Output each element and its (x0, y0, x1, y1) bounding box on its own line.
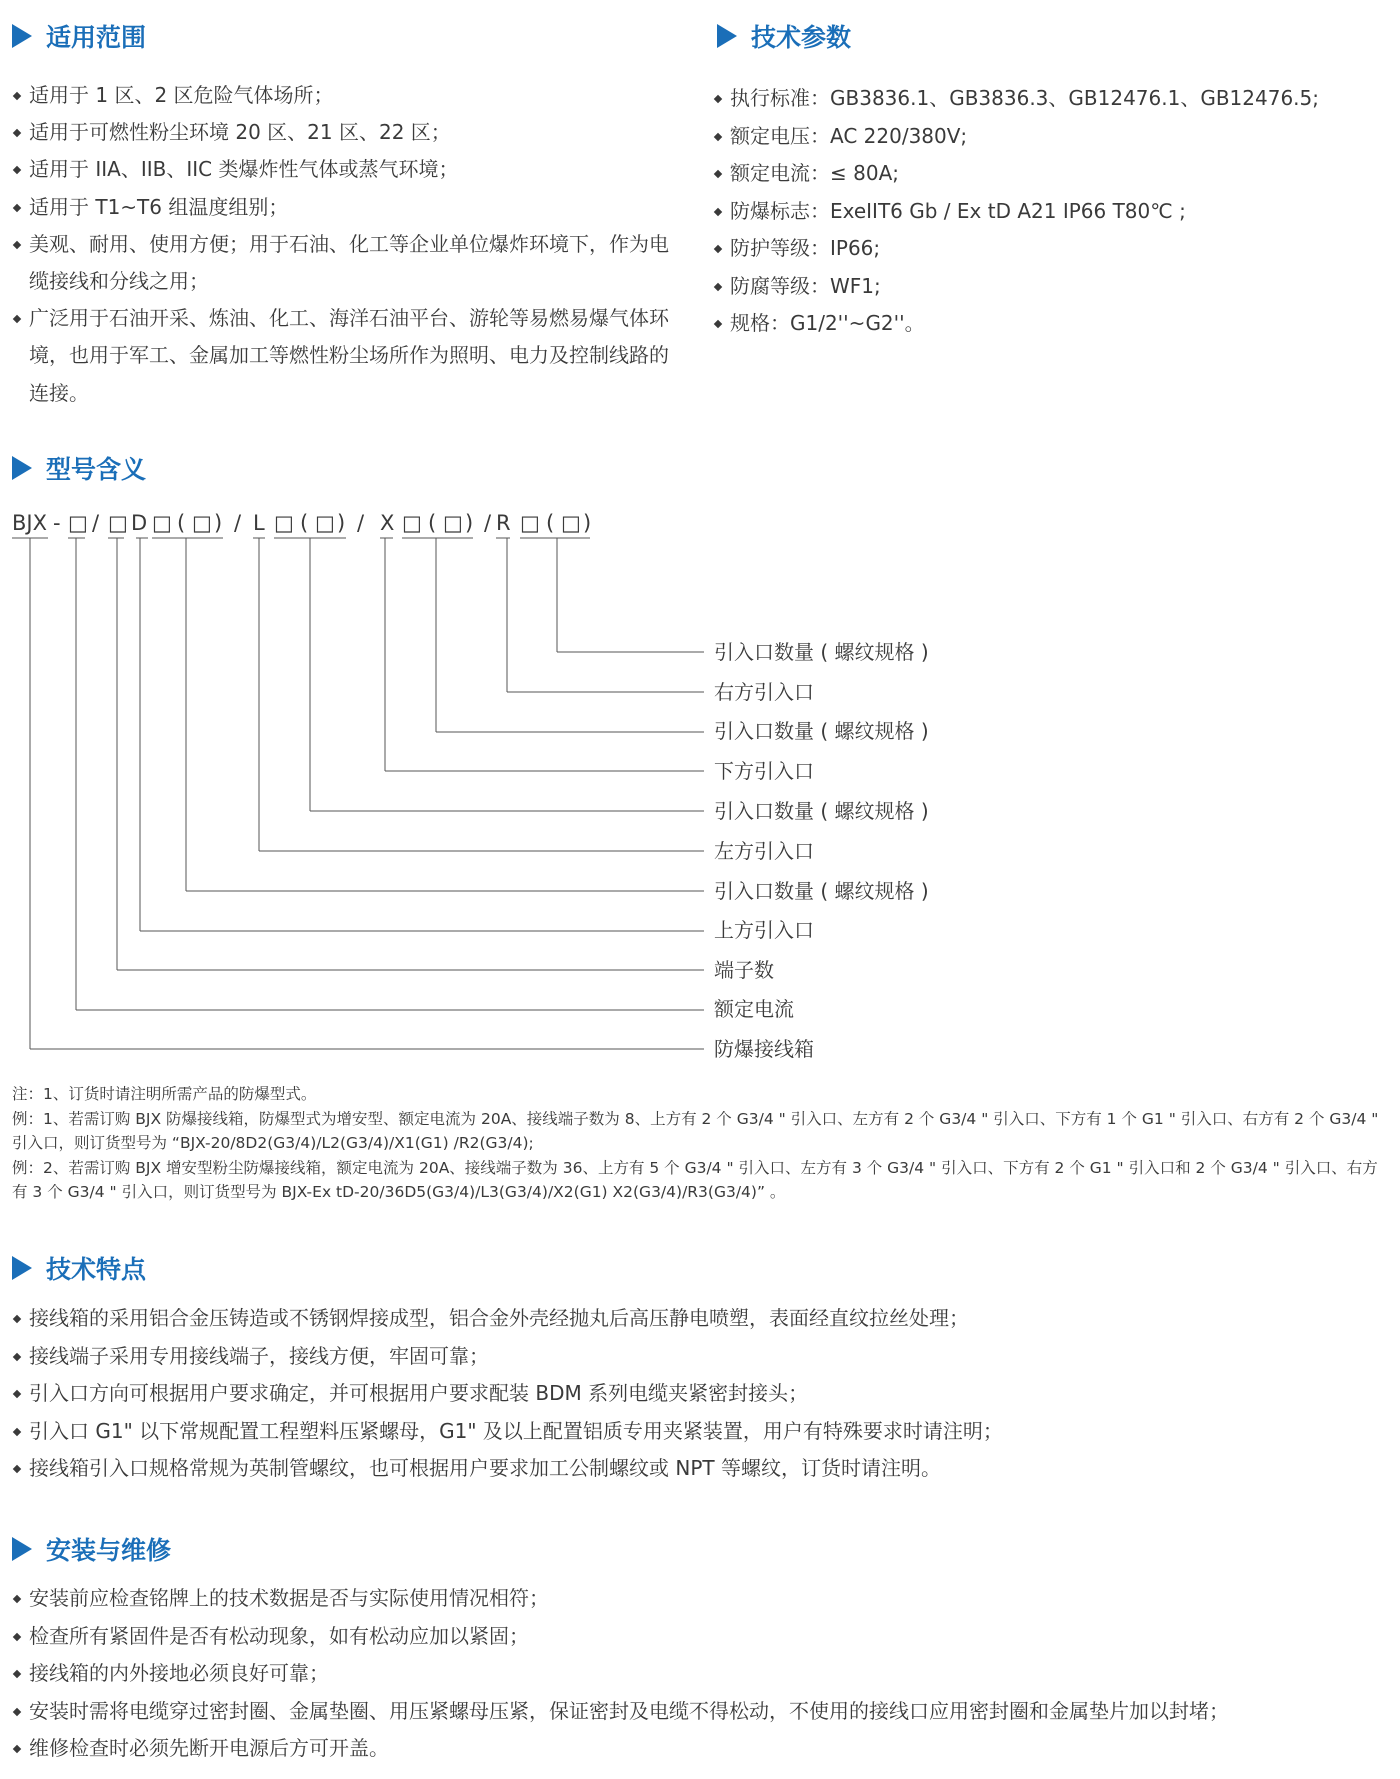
model-code-char: □ (68, 511, 88, 535)
model-code-char: ( (428, 511, 437, 535)
model-code-char: □ (315, 511, 335, 535)
model-code-char: BJX (12, 511, 47, 535)
list-item: 防腐等级：WF1; (713, 268, 1383, 306)
model-code-char: ) (337, 511, 346, 535)
model-code-char: □ (520, 511, 540, 535)
diagram-label-top-count: 引入口数量 ( 螺纹规格 ) (714, 879, 929, 903)
list-item: 安装前应检查铭牌上的技术数据是否与实际使用情况相符； (12, 1580, 1382, 1618)
model-code-char: / (484, 511, 492, 535)
note-1: 注：1、订货时请注明所需产品的防爆型式。 (12, 1085, 317, 1103)
params-title: 技术参数 (751, 23, 852, 52)
note-example-2: 例：2、若需订购 BJX 增安型粉尘防爆接线箱，额定电流为 20A、接线端子数为 36、上方有 5 个 G3/4 " 引入口、左方有 3 个 G3/4 " 引入口、下方有 2 个 G1 " 引入口和 2 个 G3/4 " 引入口、右方有 3 个 G3/4 " 引入口，则订货型号为 BJX-Ex tD-20/36D5(G3/4)/L3(G3/4)/X2(G1) X2(G3/4)/R3(G3/4)” 。 (12, 1158, 1378, 1201)
triangle-bullet-icon (12, 1256, 32, 1280)
list-item: 规格：G1/2''~G2''。 (713, 305, 1383, 343)
model-code-char: □ (561, 511, 581, 535)
section-title-features (12, 1250, 146, 1286)
diagram-label-right-inlet: 右方引入口 (714, 680, 814, 704)
note-example-1: 例：1、若需订购 BJX 防爆接线箱，防爆型式为增安型、额定电流为 20A、接线端子数为 8、上方有 2 个 G3/4 " 引入口、左方有 2 个 G3/4 " 引入口、下方有 1 个 G1 " 引入口、右方有 2 个 G3/4 " 引入口，则订货型号为 “BJX-20/8D2(G3/4)/L2(G3/4)/X1(G1) /R2(G3/4); (12, 1109, 1384, 1152)
list-item: 适用于 T1~T6 组温度组别； (12, 189, 677, 226)
list-item: 广泛用于石油开采、炼油、化工、海洋石油平台、游轮等易燃易爆气体环境，也用于军工、金属加工等燃性粉尘场所作为照明、电力及控制线路的连接。 (12, 300, 677, 412)
list-item: 引入口方向可根据用户要求确定，并可根据用户要求配装 BDM 系列电缆夹紧密封接头； (12, 1375, 1382, 1413)
model-code-char: □ (274, 511, 294, 535)
diagram-label-terminals: 端子数 (714, 958, 774, 982)
diagram-label-box: 防爆接线箱 (714, 1037, 814, 1061)
diagram-label-top-inlet: 上方引入口 (714, 918, 814, 942)
list-item: 维修检查时必须先断开电源后方可开盖。 (12, 1730, 1382, 1768)
model-code-char: D (131, 511, 148, 535)
model-code-char: / (357, 511, 365, 535)
list-item: 适用于可燃性粉尘环境 20 区、21 区、22 区； (12, 114, 677, 151)
diagram-label-bottom-count: 引入口数量 ( 螺纹规格 ) (714, 719, 929, 743)
list-item: 接线端子采用专用接线端子，接线方便，牢固可靠； (12, 1338, 1382, 1376)
list-item: 适用于 IIA、IIB、IIC 类爆炸性气体或蒸气环境； (12, 151, 677, 188)
list-item: 防爆标志：ExeIIT6 Gb / Ex tD A21 IP66 T80℃ ; (713, 193, 1383, 231)
list-item: 执行标准：GB3836.1、GB3836.3、GB12476.1、GB12476.5; (713, 80, 1383, 118)
diagram-label-bottom-inlet: 下方引入口 (714, 759, 814, 783)
list-item: 接线箱引入口规格常规为英制管螺纹，也可根据用户要求加工公制螺纹或 NPT 等螺纹，订货时请注明。 (12, 1450, 1382, 1488)
diagram-label-right-count: 引入口数量 ( 螺纹规格 ) (714, 640, 929, 664)
list-item: 额定电流：≤ 80A; (713, 155, 1383, 193)
list-item: 额定电压：AC 220/380V; (713, 118, 1383, 156)
model-code-char: R (496, 511, 511, 535)
model-code-char: ( (177, 511, 186, 535)
model-title: 型号含义 (46, 455, 147, 484)
list-item: 检查所有紧固件是否有松动现象，如有松动应加以紧固； (12, 1618, 1382, 1656)
model-code-char: □ (192, 511, 212, 535)
features-title: 技术特点 (46, 1255, 147, 1284)
model-notes (12, 1082, 1392, 1205)
install-title: 安装与维修 (46, 1536, 172, 1565)
section-title-install (12, 1531, 171, 1567)
model-code-char: ( (300, 511, 309, 535)
diagram-label-left-count: 引入口数量 ( 螺纹规格 ) (714, 799, 929, 823)
install-list (12, 1580, 1382, 1768)
list-item: 适用于 1 区、2 区危险气体场所； (12, 77, 677, 114)
model-code-char: ) (214, 511, 223, 535)
list-item: 接线箱的采用铝合金压铸造或不锈钢焊接成型，铝合金外壳经抛丸后高压静电喷塑，表面经直纹拉丝处理； (12, 1300, 1382, 1338)
list-item: 安装时需将电缆穿过密封圈、金属垫圈、用压紧螺母压紧，保证密封及电缆不得松动，不使用的接线口应用密封圈和金属垫片加以封堵； (12, 1693, 1382, 1731)
model-code-char: X (380, 511, 395, 535)
diagram-label-left-inlet: 左方引入口 (714, 839, 814, 863)
model-code-char: □ (108, 511, 128, 535)
triangle-bullet-icon (12, 1537, 32, 1561)
model-code-char: ) (465, 511, 474, 535)
list-item: 接线箱的内外接地必须良好可靠； (12, 1655, 1382, 1693)
model-code-char: □ (152, 511, 172, 535)
list-item: 美观、耐用、使用方便；用于石油、化工等企业单位爆炸环境下，作为电缆接线和分线之用； (12, 226, 677, 300)
model-code-char: □ (402, 511, 422, 535)
model-code-char: / (234, 511, 242, 535)
scope-title: 适用范围 (46, 23, 147, 52)
model-code-char: - (53, 511, 61, 535)
features-list (12, 1300, 1382, 1488)
diagram-label-rated-current: 额定电流 (714, 997, 794, 1021)
model-code-char: / (92, 511, 100, 535)
model-code-char: ) (583, 511, 592, 535)
list-item: 引入口 G1" 以下常规配置工程塑料压紧螺母，G1" 及以上配置铝质专用夹紧装置，用户有特殊要求时请注明； (12, 1413, 1382, 1451)
model-code-char: ( (546, 511, 555, 535)
model-code-char: L (253, 511, 265, 535)
model-code-char: □ (443, 511, 463, 535)
list-item: 防护等级：IP66; (713, 230, 1383, 268)
